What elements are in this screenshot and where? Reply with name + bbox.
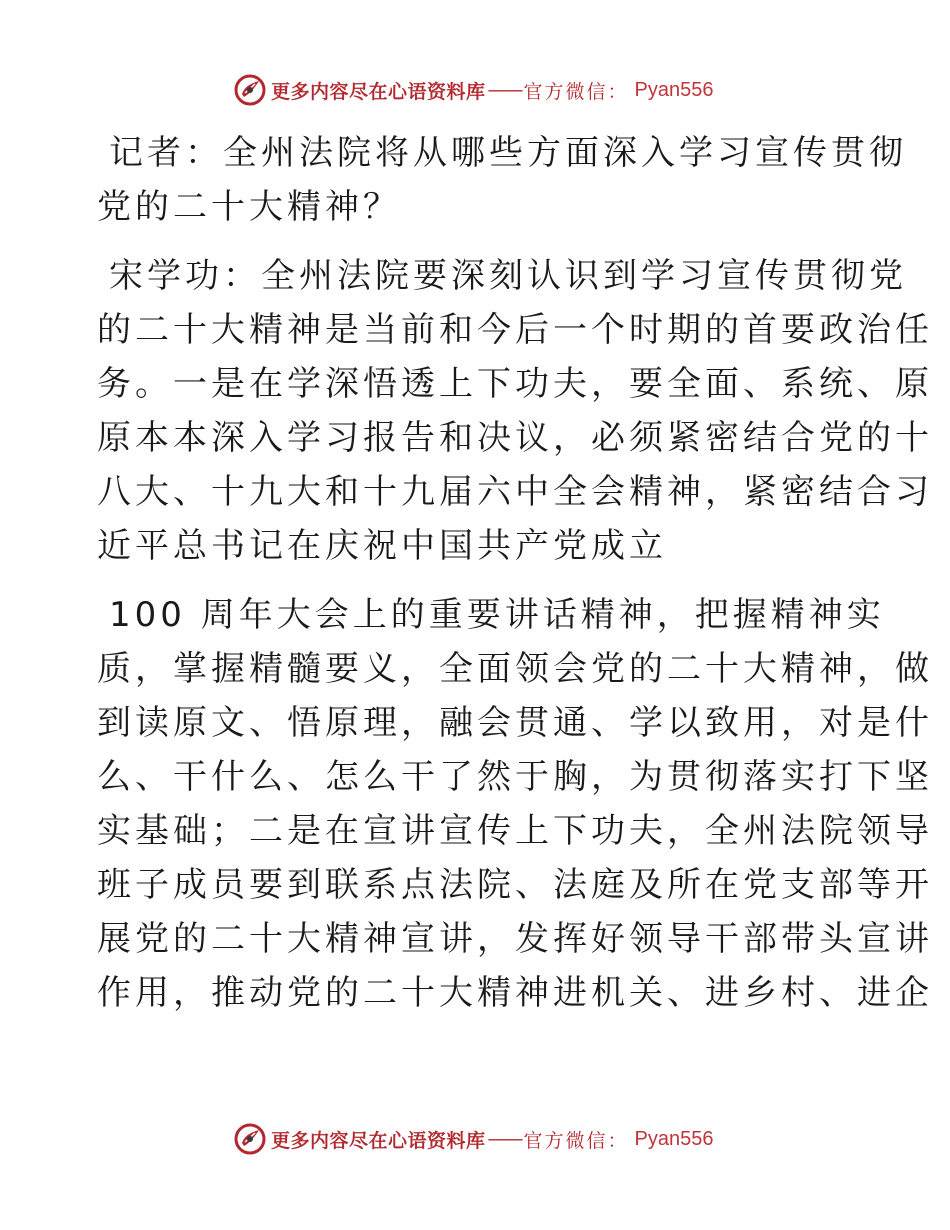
- paragraph-continuation: [97, 588, 933, 1020]
- text-line: 八大、十九大和十九届六中全会精神，紧密结合习: [97, 472, 933, 512]
- text-line: 么、干什么、怎么干了然于胸，为贯彻落实打下坚: [97, 757, 933, 797]
- text-line: 原本本深入学习报告和决议，必须紧密结合党的十: [97, 418, 933, 458]
- document-body: [97, 126, 933, 1035]
- paragraph-answer: [97, 249, 933, 573]
- paragraph-question: [97, 126, 907, 234]
- text-line: 记者：全州法院将从哪些方面深入学习宣传贯彻: [109, 133, 907, 173]
- banner-official-label: 官方微信：: [523, 1129, 629, 1152]
- brand-logo-icon: [233, 73, 267, 107]
- text-line: 的二十大精神是当前和今后一个时期的首要政治任: [97, 310, 933, 350]
- text-line: 实基础；二是在宣讲宣传上下功夫，全州法院领导: [97, 811, 933, 851]
- text-line: 班子成员要到联系点法院、法庭及所在党支部等开: [97, 865, 933, 905]
- header-banner: [233, 72, 714, 108]
- text-line: 到读原文、悟原理，融会贯通、学以致用，对是什: [97, 703, 933, 743]
- text-line: 展党的二十大精神宣讲，发挥好领导干部带头宣讲: [97, 919, 933, 959]
- text-line: 务。一是在学深悟透上下功夫，要全面、系统、原: [97, 364, 933, 404]
- text-line: 宋学功：全州法院要深刻认识到学习宣传贯彻党: [109, 256, 907, 296]
- banner-dash: ——: [487, 1128, 522, 1150]
- banner-main-text: 更多内容尽在心语资料库: [271, 1129, 486, 1152]
- footer-banner: [233, 1121, 714, 1157]
- text-line: 质，掌握精髓要义，全面领会党的二十大精神，做: [97, 649, 933, 689]
- banner-wechat-id: Pyan556: [634, 1127, 714, 1150]
- text-line: 作用，推动党的二十大精神进机关、进乡村、进企: [97, 973, 933, 1013]
- text-line: 100 周年大会上的重要讲话精神，把握精神实: [109, 595, 885, 635]
- banner-dash: ——: [487, 79, 522, 101]
- text-line: 近平总书记在庆祝中国共产党成立: [97, 526, 667, 566]
- brand-logo-icon: [233, 1122, 267, 1156]
- banner-wechat-id: Pyan556: [634, 78, 714, 101]
- banner-official-label: 官方微信：: [523, 80, 629, 103]
- text-line: 党的二十大精神？: [97, 187, 401, 227]
- banner-main-text: 更多内容尽在心语资料库: [271, 80, 486, 103]
